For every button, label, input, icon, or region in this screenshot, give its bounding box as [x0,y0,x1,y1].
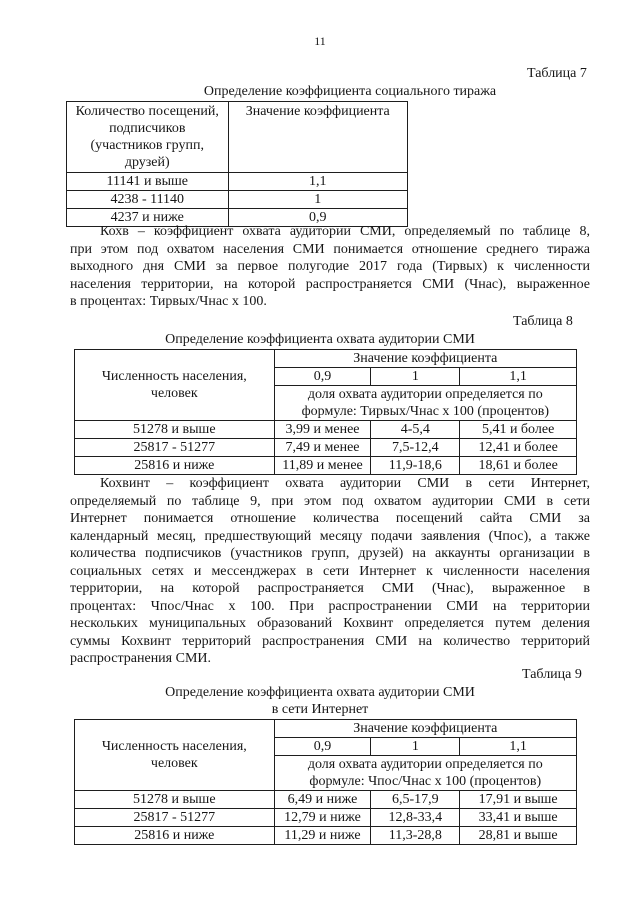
cell-coef-1: 6,5-17,9 [371,791,460,809]
table-row [67,191,408,209]
cell-population: 25816 и ниже [75,457,275,475]
table-row [75,791,577,809]
cell-coef-0-9: 3,99 и менее [274,421,371,439]
cell-coef-1: 11,3-28,8 [371,827,460,845]
formula-note: доля охвата аудитории определяется по формуле: Тирвых/Чнас х 100 (процентов) [274,386,576,421]
table8-title: Определение коэффициента охвата аудитории СМИ [165,332,475,347]
table-row [75,457,577,475]
cell-population: 25816 и ниже [75,827,275,845]
table-row [75,809,577,827]
cell-coef-1-1: 12,41 и более [460,439,577,457]
table9-label: Таблица 9 [522,667,582,682]
cell-population: 51278 и выше [75,421,275,439]
cell-coef-1-1: 33,41 и выше [460,809,577,827]
table-row [75,421,577,439]
page-number: 11 [314,34,326,48]
header-population: Численность населения, человек [75,350,275,421]
table-row [75,827,577,845]
cell-value: 0,9 [228,209,408,227]
cell-coef-1: 7,5-12,4 [371,439,460,457]
cell-population: 25817 - 51277 [75,809,275,827]
cell-coef-1: 12,8-33,4 [371,809,460,827]
cell-coef-1-1: 28,81 и выше [460,827,577,845]
cell-range: 4238 - 11140 [67,191,229,209]
cell-range: 11141 и выше [67,173,229,191]
cell-coef-1-1: 17,91 и выше [460,791,577,809]
cell-coef-1-1: 18,61 и более [460,457,577,475]
cell-population: 25817 - 51277 [75,439,275,457]
cell-value: 1,1 [228,173,408,191]
formula-note: доля охвата аудитории определяется по формуле: Чпос/Чнас х 100 (процентов) [274,756,576,791]
cell-coef-0-9: 12,79 и ниже [274,809,371,827]
table7-label: Таблица 7 [527,66,587,81]
table9-title-line1: Определение коэффициента охвата аудитории СМИ [165,685,475,700]
header-coef-0-9: 0,9 [274,368,371,386]
table8-label: Таблица 8 [513,314,573,329]
cell-coef-1: 11,9-18,6 [371,457,460,475]
table9 [74,719,577,845]
header-coef-1-1: 1,1 [460,738,577,756]
table-row [67,173,408,191]
cell-coef-0-9: 6,49 и ниже [274,791,371,809]
table7 [66,101,408,227]
cell-coef-0-9: 11,29 и ниже [274,827,371,845]
cell-coef-0-9: 7,49 и менее [274,439,371,457]
header-coefficient: Значение коэффициента [228,102,408,173]
header-population: Численность населения, человек [75,720,275,791]
paragraph-kohv: Кохв – коэффициент охвата аудитории СМИ, определяемый по таблице 8, при этом под охватом населения СМИ понимается отношение среднего тиража выходного дня СМИ за первое полугодие 2017 года (Тирвых) к численности населения территории, на которой распространяется СМИ (Чнас), выраженное в процентах: Тирвых/Чнас х 100. [70,224,590,309]
cell-population: 51278 и выше [75,791,275,809]
cell-coef-1: 4-5,4 [371,421,460,439]
table8 [74,349,577,475]
header-quantity: Количество посещений, подписчиков (участников групп, друзей) [67,102,229,173]
table-row [75,439,577,457]
header-coef-1: 1 [371,368,460,386]
cell-coef-0-9: 11,89 и менее [274,457,371,475]
header-coefficient-group: Значение коэффициента [274,350,576,368]
header-coefficient-group: Значение коэффициента [274,720,576,738]
cell-value: 1 [228,191,408,209]
cell-coef-1-1: 5,41 и более [460,421,577,439]
paragraph-kohvint: Кохвинт – коэффициент охвата аудитории СМИ в сети Интернет, определяемый по таблице 9, при этом под охватом аудитории СМИ в сети Интернет понимается отношение количества посещений сайта СМИ за календарный месяц, предшествующий месяцу подачи заявления (Чпос), а также количества подписчиков (участников групп, друзей) на аккаунты организации в социальных сетях и мессенджерах в сети Интернет к численности населения территории, на которой распространяется СМИ (Чнас), выраженное в процентах: Чпос/Чнас х 100. При распространении СМИ на территории нескольких муниципальных образований Кохвинт определяется путем деления суммы Кохвинт территорий распространения СМИ на количество территорий распространения СМИ. [70,476,590,666]
cell-range: 4237 и ниже [67,209,229,227]
table-header-row [67,102,408,173]
header-coef-1: 1 [371,738,460,756]
table7-title: Определение коэффициента социального тиража [203,84,497,99]
header-coef-0-9: 0,9 [274,738,371,756]
header-coef-1-1: 1,1 [460,368,577,386]
table9-title-line2: в сети Интернет [271,702,369,717]
